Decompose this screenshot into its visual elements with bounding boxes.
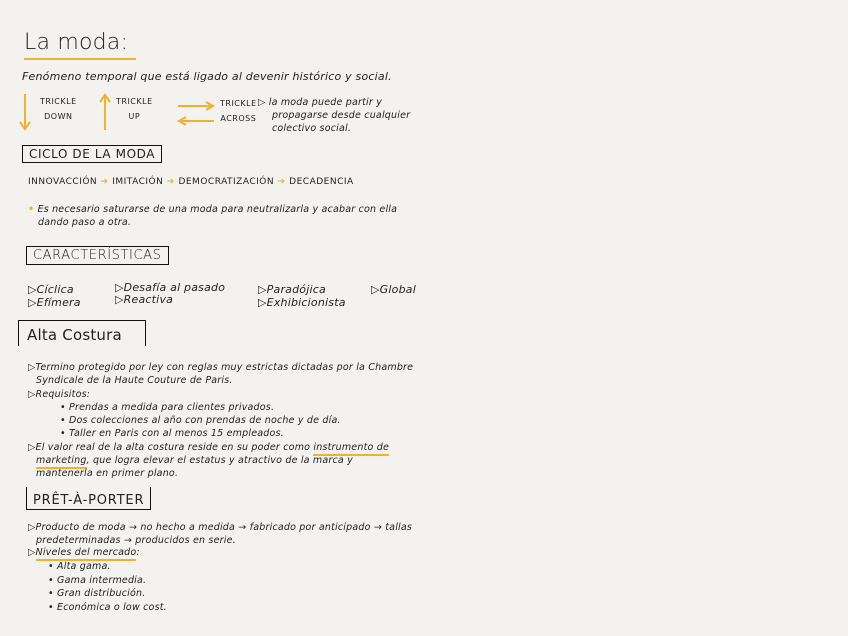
pret-heading xyxy=(26,487,151,510)
arrow-down-icon xyxy=(18,92,32,132)
trickle-note-line2: propagarse desde cualquier xyxy=(272,110,411,121)
trickle-note-line1: la moda puede partir y xyxy=(268,97,383,108)
feature-item: ▷Cíclica xyxy=(28,283,74,296)
haute-p2-line3: mantenerla en primer plano. xyxy=(36,468,179,479)
cycle-note xyxy=(28,203,397,229)
trickle-down-label xyxy=(40,94,77,124)
feature-global: Global xyxy=(379,283,416,296)
haute-p2-line2: , que logra elevar el estatus y atractivo de la marca y xyxy=(86,455,353,466)
haute-req-label: ▷Requisitos: xyxy=(28,389,91,400)
haute-req-2: Dos colecciones al año con prendas de noche y de día. xyxy=(69,415,341,426)
features-heading: CARACTERÍSTICAS xyxy=(26,246,169,265)
cycle-step-democratization: DEMOCRATIZACIÓN xyxy=(178,177,275,187)
trickle-up-word2: UP xyxy=(128,112,141,121)
pret-levels-label: ▷Niveles del mercado: xyxy=(28,547,140,558)
pret-levels-label-text: Niveles del mercado xyxy=(36,547,137,561)
trickle-up-label xyxy=(116,94,153,124)
bullet-icon: • xyxy=(28,204,35,215)
cycle-step-decadence: DECADENCIA xyxy=(289,177,354,187)
feature-reactiva: Reactiva xyxy=(123,293,174,306)
haute-heading-text: Alta Costura xyxy=(27,326,122,344)
cycle-step-imitation: IMITACIÓN xyxy=(112,177,164,187)
arrow-right-glyph-icon: ▷ xyxy=(258,97,269,108)
haute-p1-line1: Termino protegido por ley con reglas muy estrictas dictadas por la Chambre xyxy=(35,362,414,373)
haute-p1: ▷Termino protegido por ley con reglas muy estrictas dictadas por la Chambre Syndicale de la Haute Couture de Paris. xyxy=(28,362,414,386)
pret-level-3: Gran distribución. xyxy=(57,588,146,599)
arrow-right-icon: ➔ xyxy=(277,177,290,187)
feature-item: ▷Global xyxy=(371,283,416,296)
arrow-up-icon xyxy=(98,92,112,132)
cycle-heading: CICLO DE LA MODA xyxy=(22,145,162,163)
feature-item: ▷Reactiva xyxy=(115,293,174,306)
trickle-note-line3: colectivo social. xyxy=(272,123,352,134)
haute-heading xyxy=(18,320,146,346)
feature-item: ▷Desafía al pasado xyxy=(115,281,226,294)
feature-item: ▷Exhibicionista xyxy=(258,296,346,309)
haute-p2: ▷El valor real de la alta costura reside en su poder como instrumento de marketing, que logra elevar el estatus y atractivo de la marca y mantenerla en primer plano. xyxy=(28,442,390,479)
cycle-steps xyxy=(28,177,354,187)
pret-p1-line1: Producto de moda → no hecho a medida → fabricado por anticipado → tallas xyxy=(35,522,413,533)
haute-p2-line1: El valor real de la alta costura reside en su poder como xyxy=(35,442,314,453)
page-title xyxy=(24,30,136,55)
feature-item: ▷Efímera xyxy=(28,296,81,309)
pret-level-2: Gama intermedia. xyxy=(57,574,147,586)
feature-desafia: Desafía al pasado xyxy=(123,281,226,294)
cycle-note-line2: dando paso a otra. xyxy=(38,217,132,228)
haute-req-1: Prendas a medida para clientes privados. xyxy=(69,402,275,413)
pret-p1: ▷Producto de moda → no hecho a medida → fabricado por anticipado → tallas predeterminadas → producidos en serie. xyxy=(28,522,413,546)
feature-paradojica: Paradójica xyxy=(266,283,326,296)
trickle-across-note xyxy=(258,96,410,135)
pret-levels: • Alta gama. • Gama intermedia. • Gran distribución. • Económica o low cost. xyxy=(48,561,167,613)
feature-ciclica: Cíclica xyxy=(36,283,74,296)
feature-item: ▷Paradójica xyxy=(258,283,326,296)
arrow-right-icon: ➔ xyxy=(100,177,113,187)
haute-req-label-text: Requisitos: xyxy=(35,389,91,400)
arrow-right-icon: ➔ xyxy=(166,177,179,187)
trickle-across-word2: ACROSS xyxy=(220,114,257,123)
trickle-across-word1: TRICKLE xyxy=(220,99,257,108)
definition: Fenómeno temporal que está ligado al devenir histórico y social. xyxy=(22,70,392,83)
haute-p1-line2: Syndicale de la Haute Couture de Paris. xyxy=(36,375,233,386)
feature-exhibicionista: Exhibicionista xyxy=(266,296,346,309)
pret-heading-text: PRÊT-À-PORTER xyxy=(33,493,145,508)
trickle-across-label xyxy=(220,96,257,126)
trickle-up-word1: TRICKLE xyxy=(116,97,153,106)
arrow-left-icon xyxy=(176,116,216,126)
title-text: La moda: xyxy=(24,30,136,60)
trickle-down-word1: TRICKLE xyxy=(40,97,77,106)
trickle-down-word2: DOWN xyxy=(44,112,73,121)
haute-p2-highlight2: marketing xyxy=(36,455,87,469)
haute-p2-highlight1: instrumento de xyxy=(313,442,389,456)
cycle-note-line1: Es necesario saturarse de una moda para neutralizarla y acabar con ella xyxy=(37,204,398,215)
pret-p1-line2: predeterminadas → producidos en serie. xyxy=(36,535,236,546)
cycle-step-innovation: INNOVACCIÓN xyxy=(28,177,98,187)
feature-efimera: Efímera xyxy=(36,296,81,309)
pret-level-4: Económica o low cost. xyxy=(57,601,167,613)
haute-reqs: • Prendas a medida para clientes privados. • Dos colecciones al año con prendas de noche y de día. • Taller en Paris con al menos 15 empleados. xyxy=(60,402,341,439)
pret-level-1: Alta gama. xyxy=(57,561,111,572)
haute-req-3: Taller en Paris con al menos 15 empleados. xyxy=(69,428,284,439)
arrow-right-icon xyxy=(176,101,216,111)
